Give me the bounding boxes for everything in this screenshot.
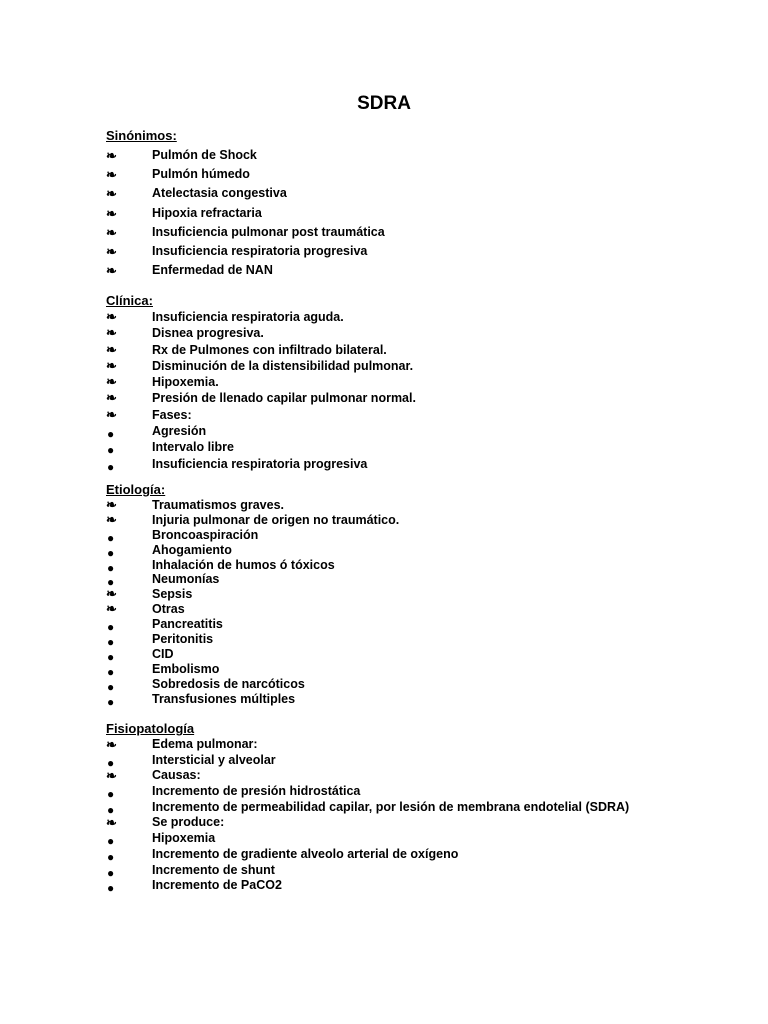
leaf-bullet-icon: ❧ [106, 374, 117, 390]
list-item-text: Sobredosis de narcóticos [152, 676, 305, 691]
list-item-text: Sepsis [152, 587, 193, 602]
list-item [106, 242, 726, 261]
list-item-text: Pulmón de Shock [152, 148, 257, 162]
leaf-bullet-icon: ❧ [106, 497, 117, 512]
dot-bullet-icon: ● [107, 649, 115, 664]
list-item-text: Insuficiencia respiratoria progresiva [152, 456, 368, 471]
list-item [106, 558, 726, 573]
list-item-text: Enfermedad de NAN [152, 263, 273, 278]
list-item-text: Insuficiencia pulmonar post traumática [152, 224, 385, 239]
leaf-bullet-icon: ❧ [106, 167, 117, 183]
list-item [106, 184, 726, 203]
list-item [106, 617, 726, 635]
list-item-text: Incremento de permeabilidad capilar, por lesión de membrana endotelial (SDRA) [152, 799, 630, 814]
list-item-text: Incremento de presión hidrostática [152, 784, 361, 799]
list-item-text: Inhalación de humos ó tóxicos [152, 557, 335, 572]
list-item [106, 456, 726, 472]
list-item [106, 863, 726, 879]
dot-bullet-icon: ● [107, 560, 115, 575]
list-item [106, 647, 726, 662]
list-item-text: Hipoxemia [152, 831, 216, 846]
list-item [106, 543, 726, 558]
list-item-text: Fases: [152, 407, 192, 422]
list-item [106, 204, 726, 223]
bullet-list [106, 737, 726, 894]
list-item [106, 261, 726, 280]
list-item [106, 737, 726, 753]
list-item [106, 528, 726, 543]
leaf-bullet-icon: ❧ [106, 186, 117, 202]
list-item [106, 784, 726, 800]
page-title: SDRA [357, 93, 411, 114]
dot-bullet-icon: ● [107, 802, 115, 817]
section-heading: Clínica: [106, 293, 153, 308]
list-item-text: Otras [152, 602, 185, 617]
dot-bullet-icon: ● [107, 545, 115, 560]
list-item [106, 423, 726, 442]
list-item-text: Transfusiones múltiples [152, 691, 296, 706]
list-item-text: Injuria pulmonar de origen no traumático. [152, 512, 400, 527]
list-item-text: Intersticial y alveolar [152, 752, 276, 767]
leaf-bullet-icon: ❧ [106, 325, 117, 341]
leaf-bullet-icon: ❧ [106, 148, 117, 163]
list-item-text: CID [152, 646, 174, 661]
section-etiologia [106, 482, 726, 709]
bullet-list [106, 497, 726, 709]
list-item [106, 146, 726, 165]
section-heading: Fisiopatología [106, 721, 195, 736]
list-item-text: Insuficiencia respiratoria aguda. [152, 310, 344, 324]
leaf-bullet-icon: ❧ [106, 263, 117, 279]
section-heading: Etiología: [106, 482, 166, 497]
list-item [106, 374, 726, 390]
list-item [106, 407, 726, 423]
list-item-text: Disnea progresiva. [152, 326, 264, 341]
list-item [106, 358, 726, 374]
dot-bullet-icon: ● [107, 881, 115, 896]
list-item-text: Pancreatitis [152, 617, 223, 632]
list-item [106, 342, 726, 358]
leaf-bullet-icon: ❧ [106, 511, 117, 527]
dot-bullet-icon: ● [107, 443, 115, 458]
list-item [106, 309, 726, 325]
list-item-text: Incremento de gradiente alveolo arterial de oxígeno [152, 846, 459, 861]
list-item-text: Incremento de PaCO2 [152, 878, 282, 893]
list-item [106, 513, 726, 528]
list-item [106, 223, 726, 242]
list-item-text: Agresión [152, 424, 207, 439]
list-item [106, 847, 726, 863]
list-item-text: Incremento de shunt [152, 862, 275, 877]
section-heading: Sinónimos: [106, 128, 177, 143]
list-item-text: Intervalo libre [152, 440, 234, 455]
list-item [106, 325, 726, 341]
dot-bullet-icon: ● [107, 620, 115, 635]
list-item [106, 815, 726, 831]
list-item-text: Insuficiencia respiratoria progresiva [152, 243, 368, 258]
leaf-bullet-icon: ❧ [106, 357, 117, 373]
list-item-text: Atelectasia congestiva [152, 186, 287, 201]
list-item-text: Hipoxemia. [152, 375, 219, 390]
dot-bullet-icon: ● [107, 849, 115, 864]
list-item-text: Rx de Pulmones con infiltrado bilateral. [152, 342, 387, 357]
list-item-text: Broncoaspiración [152, 527, 259, 542]
list-item [106, 439, 726, 458]
list-item [106, 587, 726, 602]
list-item-text: Pulmón húmedo [152, 167, 250, 182]
dot-bullet-icon: ● [107, 664, 115, 679]
list-item-text: Se produce: [152, 815, 225, 830]
section-sinonimos [106, 128, 726, 280]
dot-bullet-icon: ● [107, 459, 115, 474]
leaf-bullet-icon: ❧ [106, 815, 117, 831]
dot-bullet-icon: ● [107, 694, 115, 709]
list-item [106, 753, 726, 769]
leaf-bullet-icon: ❧ [106, 586, 117, 602]
list-item [106, 390, 726, 406]
dot-bullet-icon: ● [107, 834, 115, 849]
dot-bullet-icon: ● [107, 865, 115, 880]
list-item [106, 165, 726, 184]
dot-bullet-icon: ● [107, 635, 115, 650]
list-item-text: Peritonitis [152, 632, 214, 647]
list-item [106, 662, 726, 677]
leaf-bullet-icon: ❧ [106, 768, 117, 784]
dot-bullet-icon: ● [107, 427, 115, 442]
list-item-text: Presión de llenado capilar pulmonar normal. [152, 391, 416, 406]
list-item [106, 768, 726, 784]
dot-bullet-icon: ● [107, 679, 115, 694]
list-item-text: Causas: [152, 768, 201, 783]
leaf-bullet-icon: ❧ [106, 243, 117, 259]
dot-bullet-icon: ● [107, 787, 115, 802]
list-item [106, 878, 726, 894]
list-item-text: Neumonías [152, 572, 220, 587]
leaf-bullet-icon: ❧ [106, 601, 117, 617]
list-item-text: Hipoxia refractaria [152, 205, 262, 220]
list-item-text: Disminución de la distensibilidad pulmonar. [152, 358, 414, 373]
leaf-bullet-icon: ❧ [106, 224, 117, 240]
leaf-bullet-icon: ❧ [106, 390, 117, 406]
list-item [106, 677, 726, 692]
list-item-text: Edema pulmonar: [152, 737, 258, 751]
section-fisiopatologia [106, 721, 726, 894]
list-item [106, 572, 726, 590]
list-item-text: Ahogamiento [152, 542, 232, 557]
list-item [106, 498, 726, 513]
dot-bullet-icon: ● [107, 530, 115, 545]
list-item [106, 692, 726, 707]
leaf-bullet-icon: ❧ [106, 341, 117, 357]
leaf-bullet-icon: ❧ [106, 205, 117, 221]
leaf-bullet-icon: ❧ [106, 309, 117, 324]
bullet-list [106, 309, 726, 472]
dot-bullet-icon: ● [107, 575, 115, 590]
list-item-text: Embolismo [152, 661, 220, 676]
leaf-bullet-icon: ❧ [106, 406, 117, 422]
dot-bullet-icon: ● [107, 755, 115, 770]
list-item [106, 602, 726, 617]
leaf-bullet-icon: ❧ [106, 737, 117, 752]
list-item [106, 632, 726, 650]
section-clinica [106, 293, 726, 472]
list-item [106, 800, 726, 816]
list-item [106, 831, 726, 847]
list-item-text: Traumatismos graves. [152, 498, 285, 512]
bullet-list [106, 146, 726, 280]
